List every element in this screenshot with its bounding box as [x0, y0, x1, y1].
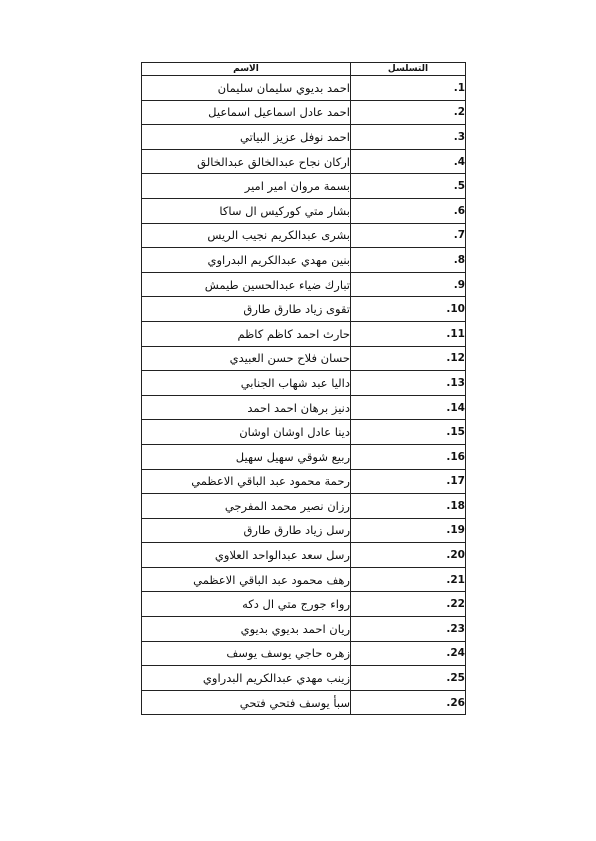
table-row	[142, 395, 466, 420]
name-column-header: الاسم	[142, 63, 351, 76]
name-cell: بشار متي كوركيس ال ساكا	[142, 198, 351, 223]
table-row	[142, 518, 466, 543]
name-cell: زهره حاجي يوسف يوسف	[142, 641, 351, 666]
serial-cell	[351, 567, 466, 592]
name-cell: داليا عبد شهاب الجنابي	[142, 371, 351, 396]
serial-cell	[351, 248, 466, 273]
name-cell: ربيع شوقي سهيل سهيل	[142, 444, 351, 469]
name-cell: اركان نجاح عبدالخالق عبدالخالق	[142, 149, 351, 174]
name-cell: رهف محمود عبد الباقي الاعظمي	[142, 567, 351, 592]
table-row	[142, 543, 466, 568]
name-cell: احمد عادل اسماعيل اسماعيل	[142, 100, 351, 125]
name-cell: بنين مهدي عبدالكريم البدراوي	[142, 248, 351, 273]
serial-cell	[351, 321, 466, 346]
serial-column-header: التسلسل	[351, 63, 466, 76]
table-row	[142, 321, 466, 346]
table-row	[142, 297, 466, 322]
table-row	[142, 223, 466, 248]
name-cell: زينب مهدي عبدالكريم البدراوي	[142, 666, 351, 691]
serial-cell	[351, 592, 466, 617]
serial-cell	[351, 125, 466, 150]
serial-number: 26.	[446, 696, 465, 709]
table-row	[142, 100, 466, 125]
name-cell: تبارك ضياء عبدالحسين طيمش	[142, 272, 351, 297]
serial-number: 22.	[446, 598, 465, 611]
name-cell: ريان احمد بديوي بديوي	[142, 617, 351, 642]
serial-number: 2.	[453, 106, 465, 119]
table-row	[142, 690, 466, 715]
serial-cell	[351, 641, 466, 666]
serial-cell	[351, 100, 466, 125]
serial-cell	[351, 223, 466, 248]
name-cell: بسمة مروان امير امير	[142, 174, 351, 199]
name-cell: حسان فلاح حسن العبيدي	[142, 346, 351, 371]
table-row	[142, 592, 466, 617]
table-row	[142, 567, 466, 592]
serial-number: 19.	[446, 524, 465, 537]
serial-number: 3.	[453, 130, 465, 143]
student-list-table	[141, 62, 466, 715]
serial-cell	[351, 198, 466, 223]
serial-cell	[351, 518, 466, 543]
serial-number: 1.	[453, 81, 465, 94]
serial-number: 13.	[446, 376, 465, 389]
serial-number: 20.	[446, 549, 465, 562]
name-cell: حارث احمد كاظم كاظم	[142, 321, 351, 346]
serial-number: 4.	[453, 155, 465, 168]
table-row	[142, 617, 466, 642]
serial-number: 14.	[446, 401, 465, 414]
serial-number: 10.	[446, 303, 465, 316]
table-row	[142, 272, 466, 297]
serial-cell	[351, 174, 466, 199]
table-row	[142, 174, 466, 199]
name-cell: احمد نوفل عزيز البياتي	[142, 125, 351, 150]
serial-number: 8.	[453, 253, 465, 266]
name-cell: تقوى زياد طارق طارق	[142, 297, 351, 322]
serial-cell	[351, 149, 466, 174]
table-row	[142, 248, 466, 273]
serial-number: 24.	[446, 647, 465, 660]
serial-number: 12.	[446, 352, 465, 365]
serial-number: 17.	[446, 475, 465, 488]
table-row	[142, 346, 466, 371]
serial-number: 6.	[453, 204, 465, 217]
table-row	[142, 149, 466, 174]
table-row	[142, 371, 466, 396]
name-cell: احمد بديوي سليمان سليمان	[142, 76, 351, 101]
serial-cell	[351, 469, 466, 494]
table-row	[142, 641, 466, 666]
serial-cell	[351, 395, 466, 420]
serial-number: 16.	[446, 450, 465, 463]
name-cell: رحمة محمود عبد الباقي الاعظمي	[142, 469, 351, 494]
serial-cell	[351, 494, 466, 519]
serial-cell	[351, 76, 466, 101]
table-header-row	[142, 63, 466, 76]
serial-cell	[351, 420, 466, 445]
table-row	[142, 469, 466, 494]
name-cell: رواء جورج متي ال دكه	[142, 592, 351, 617]
serial-number: 15.	[446, 426, 465, 439]
table-row	[142, 494, 466, 519]
serial-number: 23.	[446, 622, 465, 635]
serial-number: 25.	[446, 672, 465, 685]
name-cell: رسل سعد عبدالواحد العلاوي	[142, 543, 351, 568]
serial-number: 9.	[453, 278, 465, 291]
serial-number: 11.	[446, 327, 465, 340]
serial-number: 5.	[453, 180, 465, 193]
name-cell: رزان نصير محمد المفرجي	[142, 494, 351, 519]
serial-cell	[351, 666, 466, 691]
serial-number: 21.	[446, 573, 465, 586]
table-row	[142, 198, 466, 223]
serial-cell	[351, 346, 466, 371]
serial-cell	[351, 371, 466, 396]
table-body	[142, 76, 466, 715]
serial-cell	[351, 297, 466, 322]
table-row	[142, 666, 466, 691]
table-row	[142, 444, 466, 469]
serial-cell	[351, 444, 466, 469]
name-cell: دينا عادل اوشان اوشان	[142, 420, 351, 445]
name-cell: بشرى عبدالكريم نجيب الريس	[142, 223, 351, 248]
serial-number: 7.	[453, 229, 465, 242]
serial-cell	[351, 690, 466, 715]
table-row	[142, 76, 466, 101]
table-row	[142, 420, 466, 445]
serial-cell	[351, 543, 466, 568]
table-row	[142, 125, 466, 150]
name-cell: سبأ يوسف فتحي فتحي	[142, 690, 351, 715]
name-cell: رسل زياد طارق طارق	[142, 518, 351, 543]
serial-number: 18.	[446, 499, 465, 512]
serial-cell	[351, 272, 466, 297]
serial-cell	[351, 617, 466, 642]
name-cell: دنيز برهان احمد احمد	[142, 395, 351, 420]
